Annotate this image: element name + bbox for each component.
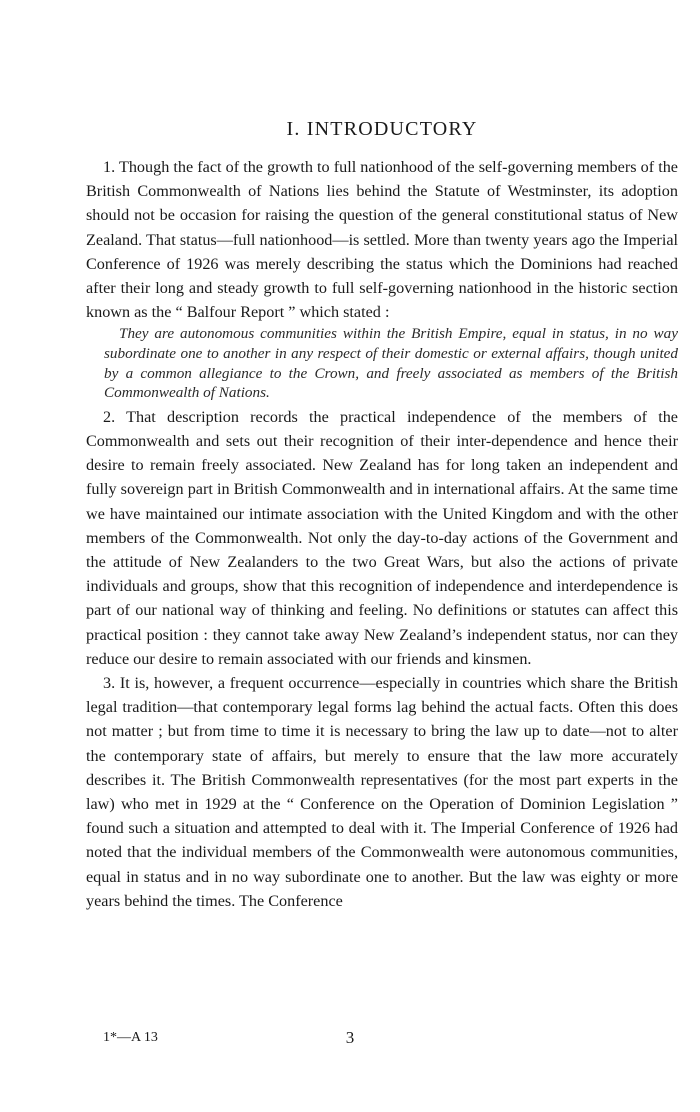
paragraph-3: 3. It is, however, a frequent occurrence—especially in countries which share the British legal tradition—that contemporary legal forms lag behind the actual facts. Often this does not matter ; but from time to time it is necessary to bring the law up to date—not to alter the contemporary state of affairs, but merely to ensure that the law more accurately describes it. The British Commonwealth representatives (for the most part experts in the law) who met in 1929 at the “ Conference on the Operation of Dominion Legislation ” found such a situation and attempted to deal with it. The Imperial Conference of 1926 had noted that the individual members of the Commonwealth were autonomous communities, equal in status and in no way subordinate one to another. But the law was eighty or more years behind the times. The Conference	[86, 674, 678, 910]
page-content	[86, 118, 678, 913]
section-heading: I. INTRODUCTORY	[286, 118, 478, 140]
paragraph-2: 2. That description records the practical independence of the members of the Commonwealth and sets out their recognition of their inter-dependence and hence their desire to remain freely associated. New Zealand has for long taken an independent and fully sovereign part in British Commonwealth and in international affairs. At the same time we have maintained our intimate association with the United Kingdom and with the other members of the Commonwealth. Not only the day-to-day actions of the Government and the attitude of New Zealanders to the two Great Wars, but also the actions of private individuals and groups, show that this recognition of independence and interdependence is part of our national way of thinking and feeling. No definitions or statutes can affect this practical position : they cannot take away New Zealand’s independent status, nor can they reduce our desire to remain associated with our friends and kinsmen.	[86, 407, 678, 668]
page-footer	[0, 1030, 700, 1054]
balfour-report-quote: They are autonomous communities within the British Empire, equal in status, in no way subordinate one to another in any respect of their domestic or external affairs, though united by a common allegiance to the Crown, and freely associated as members of the British Commonwealth of Nations.	[104, 325, 678, 402]
document-reference: 1*—A 13	[103, 1030, 158, 1045]
paragraph-1: 1. Though the fact of the growth to full nationhood of the self-governing members of the British Commonwealth of Nations lies behind the Statute of Westminster, its adoption should not be occasion for raising the question of the general constitutional status of New Zealand. That status—full nationhood—is settled. More than twenty years ago the Imperial Conference of 1926 was merely describing the status which the Dominions had reached after their long and steady growth to full self-governing nationhood in the historic section known as the “ Balfour Report ” which stated :	[86, 158, 678, 322]
page-number: 3	[345, 1028, 355, 1047]
